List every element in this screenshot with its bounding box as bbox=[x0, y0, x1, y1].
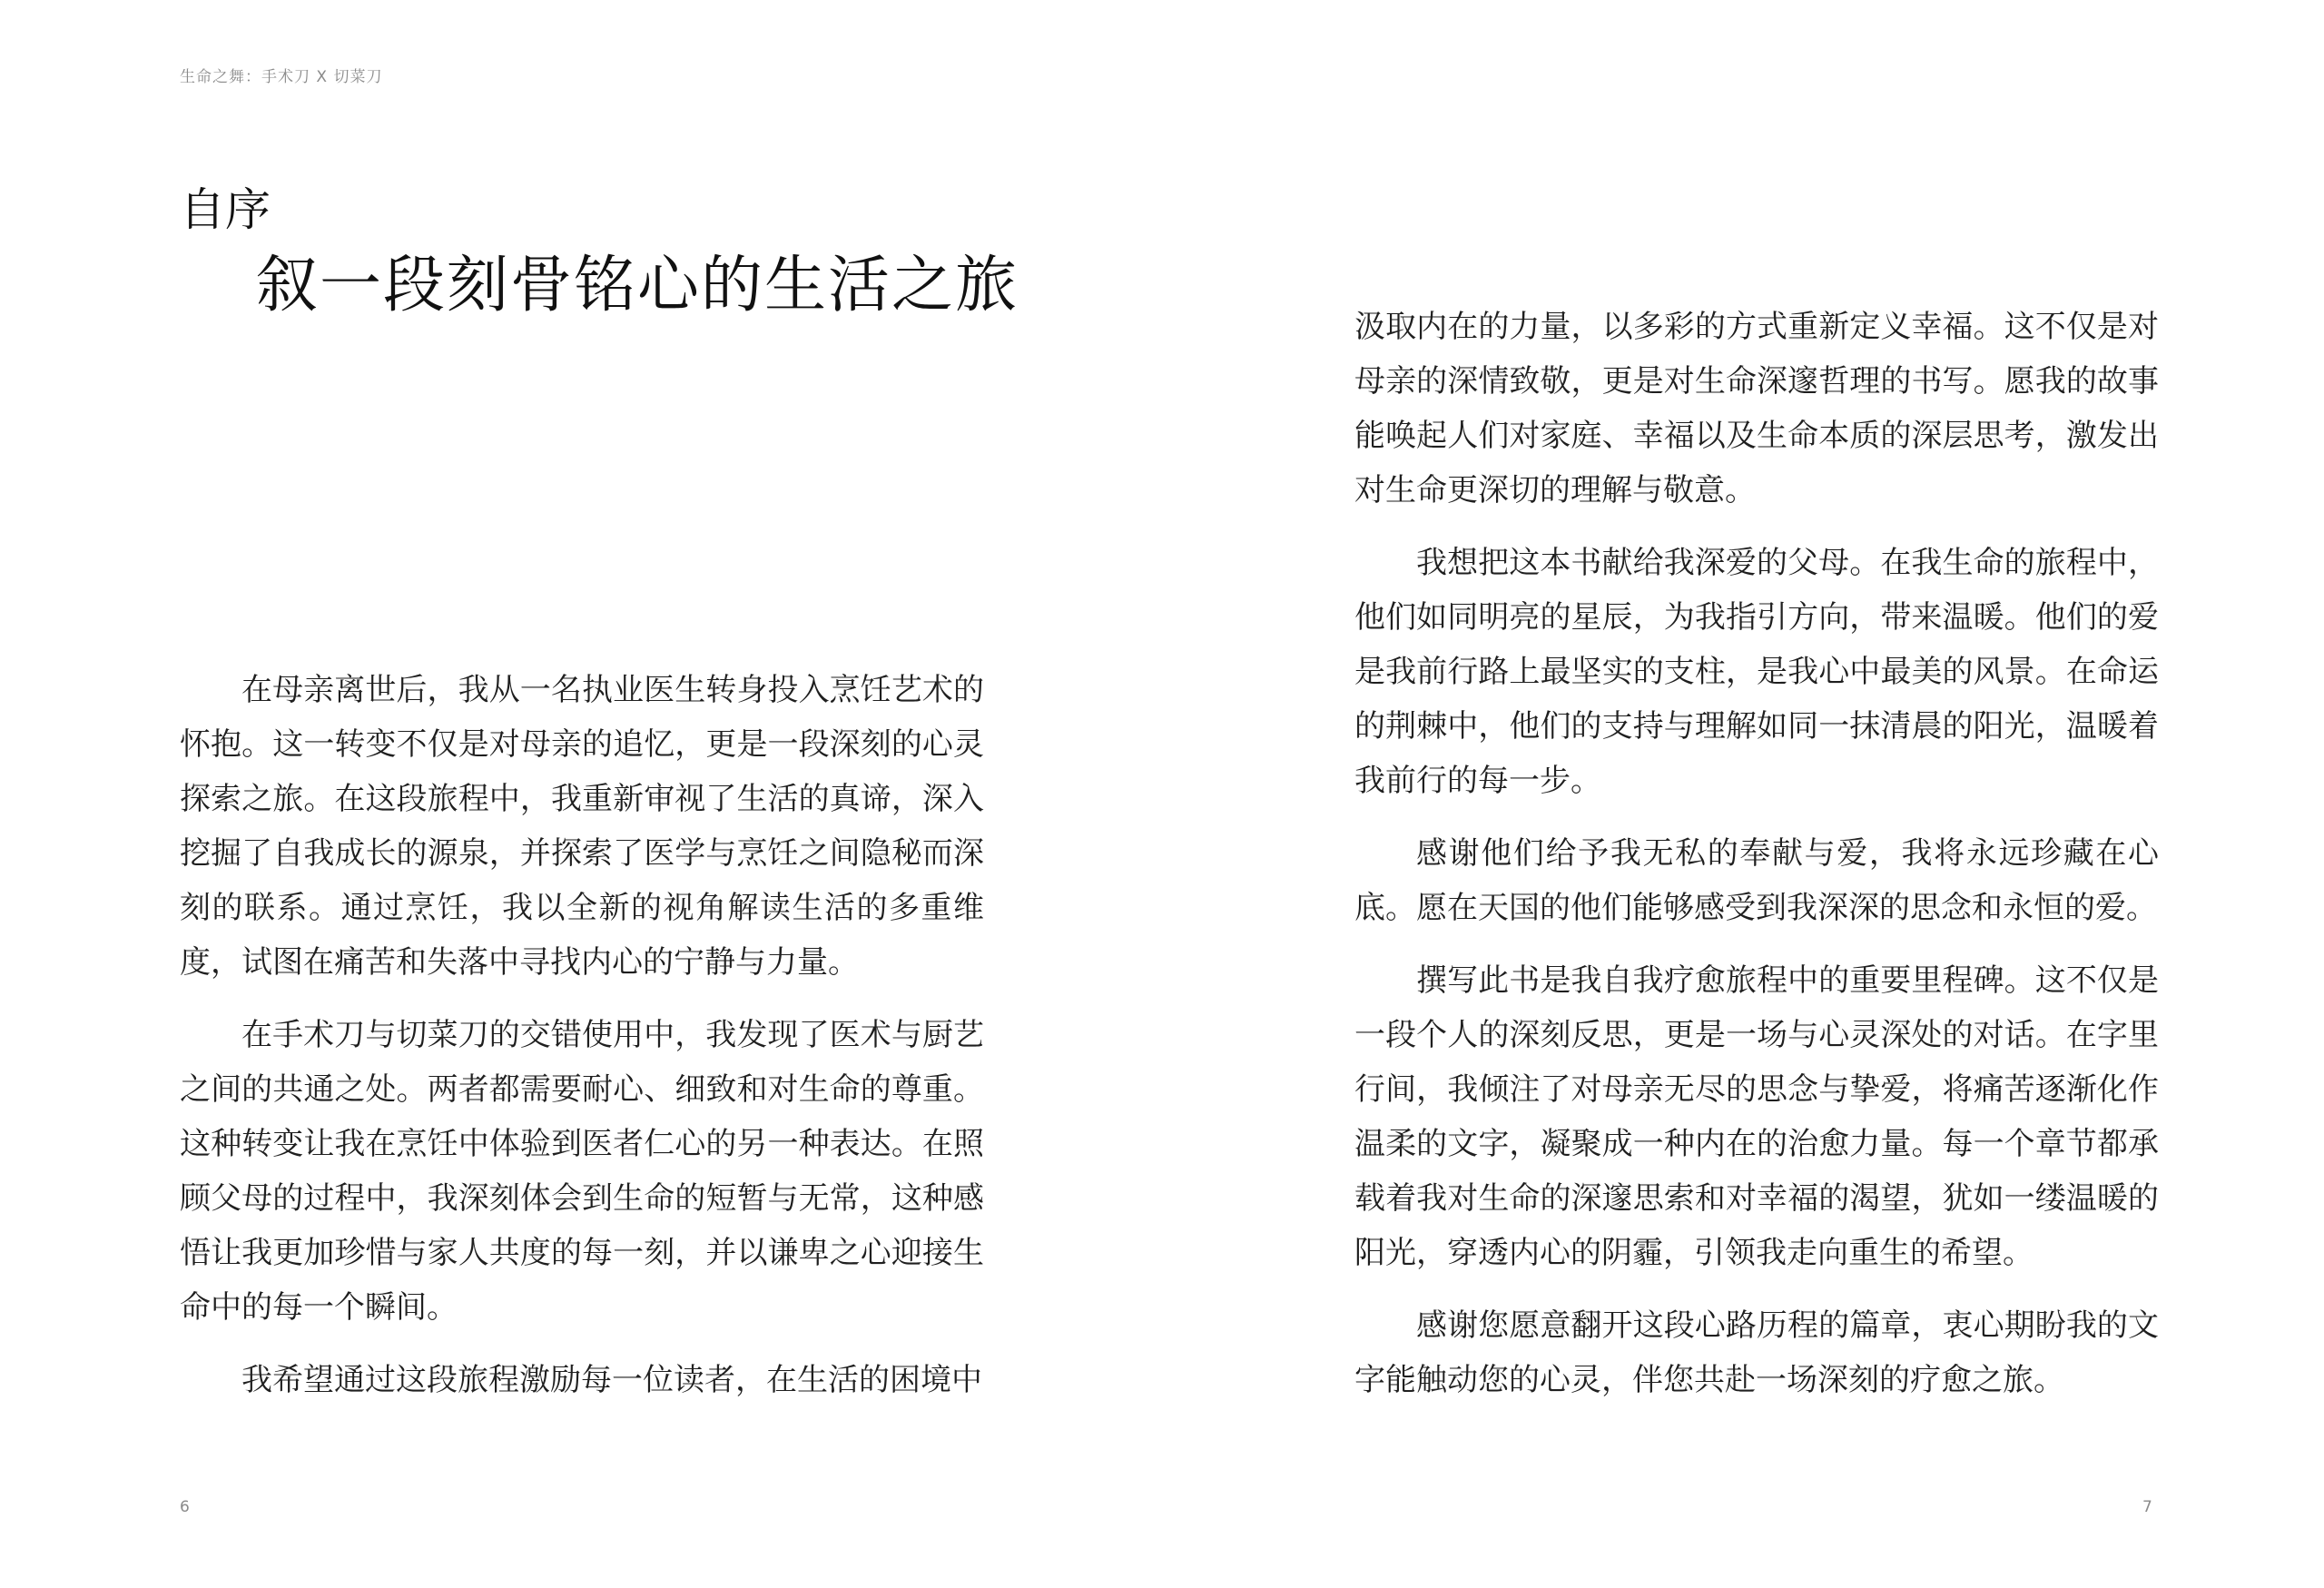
paragraph: 感谢您愿意翻开这段心路历程的篇章，衷心期盼我的文字能触动您的心灵，伴您共赴一场深刻的疗愈之旅。 bbox=[1354, 1307, 2159, 1398]
chapter-title: 叙一段刻骨铭心的生活之旅 bbox=[256, 250, 1019, 321]
right-page bbox=[1162, 0, 2324, 1588]
paragraph: 我想把这本书献给我深爱的父母。在我生命的旅程中，他们如同明亮的星辰，为我指引方向，带来温暖。他们的爱是我前行路上最坚实的支柱，是我心中最美的风景。在命运的荆棘中，他们的支持与理解如同一抹清晨的阳光，温暖着我前行的每一步。 bbox=[1354, 545, 2159, 799]
paragraph: 在手术刀与切菜刀的交错使用中，我发现了医术与厨艺之间的共通之处。两者都需要耐心、细致和对生命的尊重。这种转变让我在烹饪中体验到医者仁心的另一种表达。在照顾父母的过程中，我深刻体会到生命的短暂与无常，这种感悟让我更加珍惜与家人共度的每一刻，并以谦卑之心迎接生命中的每一个瞬间。 bbox=[180, 1017, 984, 1326]
page-number: 7 bbox=[2142, 1498, 2152, 1516]
paragraph: 在母亲离世后，我从一名执业医生转身投入烹饪艺术的怀抱。这一转变不仅是对母亲的追忆，更是一段深刻的心灵探索之旅。在这段旅程中，我重新审视了生活的真谛，深入挖掘了自我成长的源泉，并探索了医学与烹饪之间隐秘而深刻的联系。通过烹饪，我以全新的视角解读生活的多重维度，试图在痛苦和失落中寻找内心的宁静与力量。 bbox=[180, 672, 984, 981]
right-body-text bbox=[1354, 300, 2159, 1425]
paragraph: 感谢他们给予我无私的奉献与爱，我将永远珍藏在心底。愿在天国的他们能够感受到我深深的思念和永恒的爱。 bbox=[1354, 835, 2159, 926]
section-label: 自序 bbox=[180, 183, 271, 236]
left-body-text bbox=[180, 663, 984, 1425]
paragraph: 撰写此书是我自我疗愈旅程中的重要里程碑。这不仅是一段个人的深刻反思，更是一场与心灵深处的对话。在字里行间，我倾注了对母亲无尽的思念与挚爱，将痛苦逐渐化作温柔的文字，凝聚成一种内在的治愈力量。每一个章节都承载着我对生命的深邃思索和对幸福的渴望，犹如一缕温暖的阳光，穿透内心的阴霾，引领我走向重生的希望。 bbox=[1354, 962, 2159, 1271]
page-number: 6 bbox=[180, 1498, 190, 1516]
running-header: 生命之舞：手术刀 X 切菜刀 bbox=[180, 68, 383, 86]
paragraph: 汲取内在的力量，以多彩的方式重新定义幸福。这不仅是对母亲的深情致敬，更是对生命深邃哲理的书写。愿我的故事能唤起人们对家庭、幸福以及生命本质的深层思考，激发出对生命更深切的理解与敬意。 bbox=[1354, 309, 2159, 508]
paragraph: 我希望通过这段旅程激励每一位读者，在生活的困境中 bbox=[241, 1362, 982, 1398]
